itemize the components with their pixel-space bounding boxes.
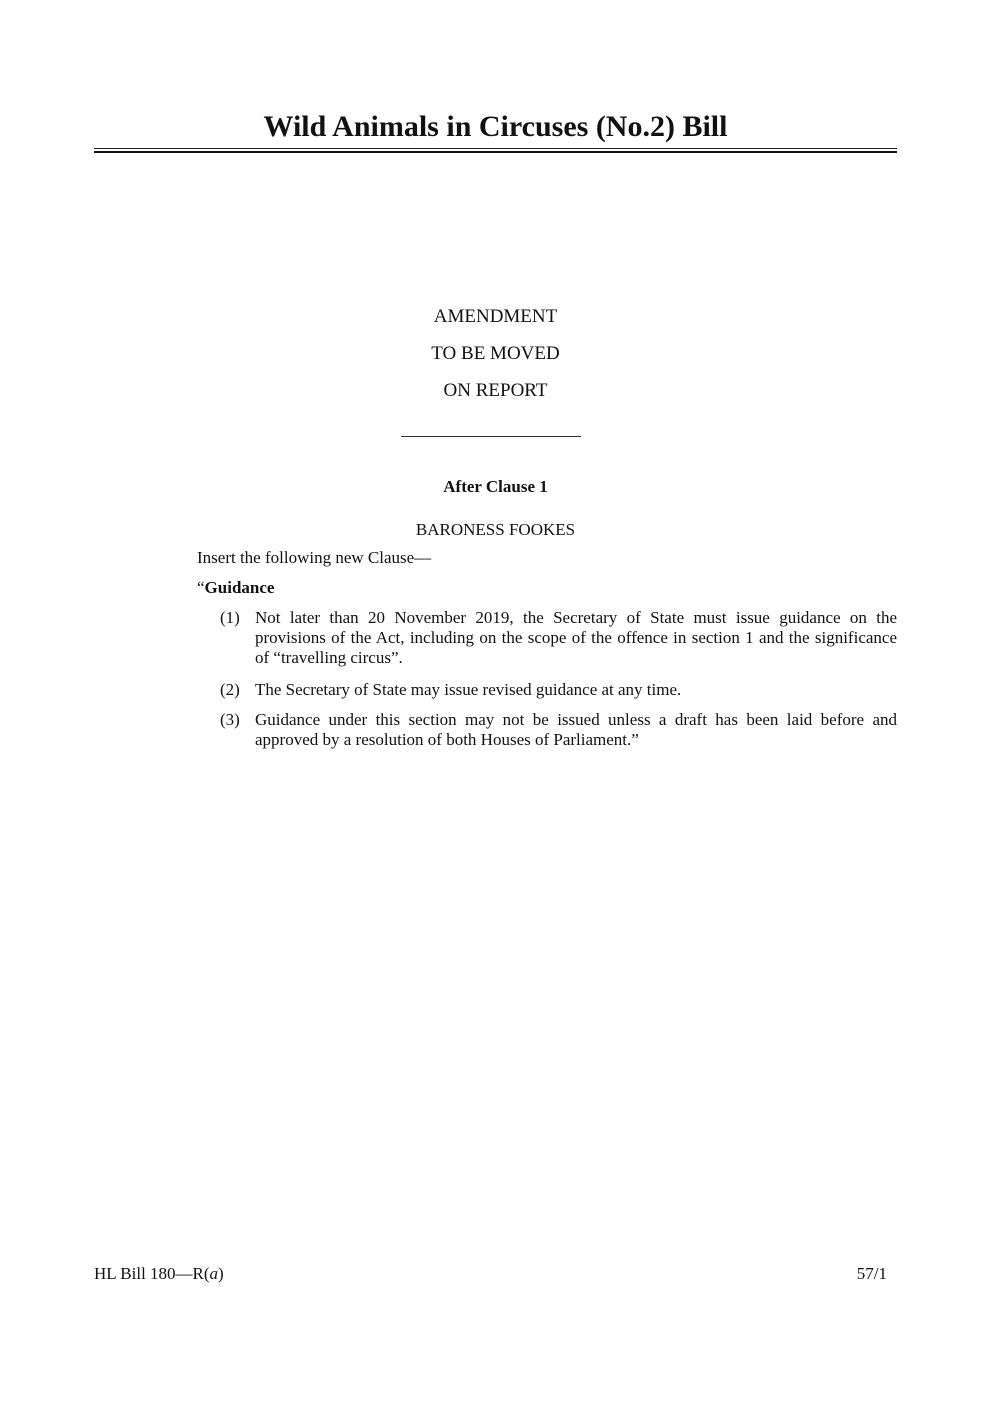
heading-line-amendment: AMENDMENT (433, 306, 558, 327)
subsection-text: Guidance under this section may not be issued unless a draft has been laid before and approved by a resolution of both Houses of Parliament.” (255, 710, 897, 749)
subsection-text: The Secretary of State may issue revised guidance at any time. (255, 680, 682, 699)
subsection-text: Not later than 20 November 2019, the Secretary of State must issue guidance on the provisions of the Act, including on the scope of the offence in section 1 and the significance of “travelling circus”. (255, 608, 897, 667)
title-rule-thick (94, 151, 897, 153)
page-reference: 57/1 (856, 1264, 887, 1283)
subsection-number: (3) (220, 710, 240, 729)
open-quote: “ (197, 578, 205, 597)
amendment-instruction: Insert the following new Clause— (197, 548, 432, 567)
heading-line-report: ON REPORT (443, 380, 548, 401)
title-rule-thin (94, 148, 897, 149)
amendment-position: After Clause 1 (443, 477, 548, 496)
clause-title: Guidance (204, 578, 275, 597)
subsection-number: (1) (220, 608, 240, 627)
heading-line-moved: TO BE MOVED (431, 343, 560, 364)
amendment-mover: BARONESS FOOKES (415, 520, 576, 539)
subsection-number: (2) (220, 680, 240, 699)
bill-title: Wild Animals in Circuses (No.2) Bill (263, 110, 728, 143)
clause-heading (197, 578, 274, 598)
subsection-2 (220, 680, 897, 700)
subsection-1 (220, 608, 897, 668)
separator-rule (401, 436, 581, 437)
bill-reference: HL Bill 180—R(a) (94, 1264, 224, 1283)
subsection-3 (220, 710, 897, 750)
